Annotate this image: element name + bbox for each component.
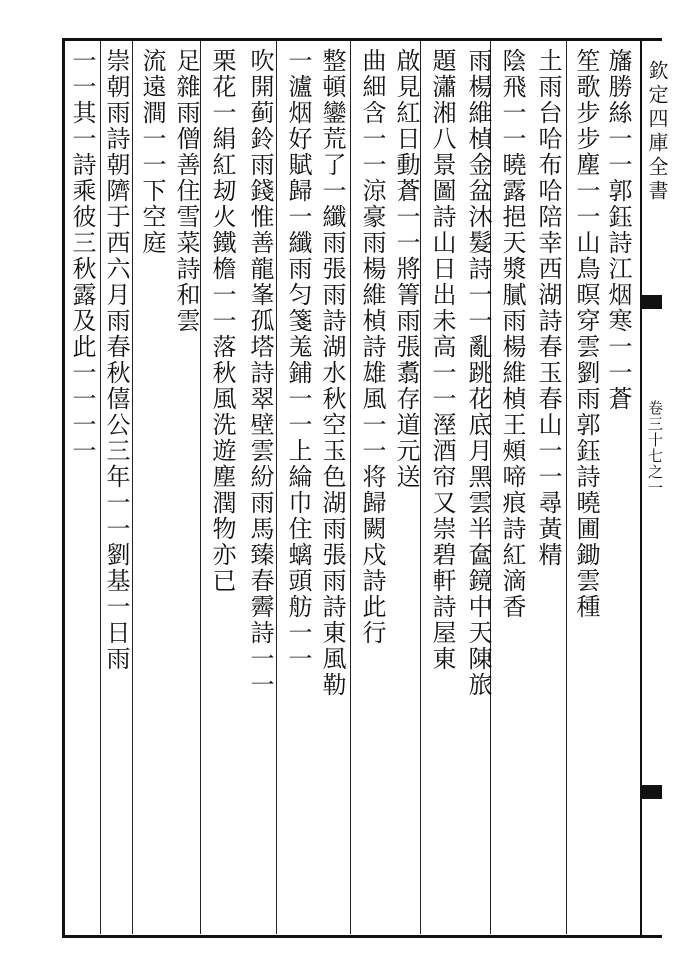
margin-book-title: 欽定四庫全書	[645, 60, 669, 204]
margin-volume-number: 卷三十七之一	[646, 400, 664, 496]
fishtail-mark-lower	[640, 785, 662, 799]
text-column: 流遠澗一一下空庭	[138, 48, 166, 256]
text-column: 啟見紅日動蒼一一將箐雨張翥存道元送	[392, 48, 420, 490]
text-column: 整頓鑾荒了一纖雨張雨詩湖水秋空玉色湖雨張雨詩東風勒	[318, 48, 346, 698]
text-column: 陰飛一一曉露挹天漿膩雨楊維楨王頰啼痕詩紅滴香	[498, 48, 526, 620]
text-column: 笙歌步步塵一一山鳥暝穿雲劉雨郭鈺詩曉圃鋤雲種	[572, 48, 600, 620]
text-column: 一一其一詩乘彼三秋露及此一一一一	[68, 48, 96, 464]
text-column: 栗花一絹紅刼火鐵檐一一落秋風洗遊塵潤物亦已	[208, 48, 236, 594]
fishtail-mark-upper	[640, 295, 662, 309]
text-column: 雨楊維楨金盆沐髮詩一一亂跳花底月黑雲半奩鏡中天陳旅	[464, 48, 492, 698]
text-column: 吹開蓟鈴雨錢惟善龍峯孤塔詩翠壁雲紛雨馬臻春霽詩一一	[246, 48, 274, 698]
text-column: 題瀟湘八景圖詩山日出未高一一溼酒帘又崇碧軒詩屋東	[428, 48, 456, 672]
text-column: 旛勝絲一一郭鈺詩江烟寒一一蒼	[604, 48, 632, 412]
text-column: 土雨台哈布哈陪幸西湖詩春玉春山一一尋黃精	[534, 48, 562, 568]
text-column: 崇朝雨詩朝隮于西六月雨春秋僖公三年一一劉基一日雨	[102, 48, 130, 672]
text-column: 一瀘烟好賦歸一纖雨匀箋羗鋪一一上綸巾住螭頭舫一一	[284, 48, 312, 672]
text-column: 曲細含一一涼豪雨楊維楨詩雄風一一将歸闕戍詩此行	[358, 48, 386, 646]
text-column: 足雜雨僧善住雪菜詩和雲	[172, 48, 200, 334]
